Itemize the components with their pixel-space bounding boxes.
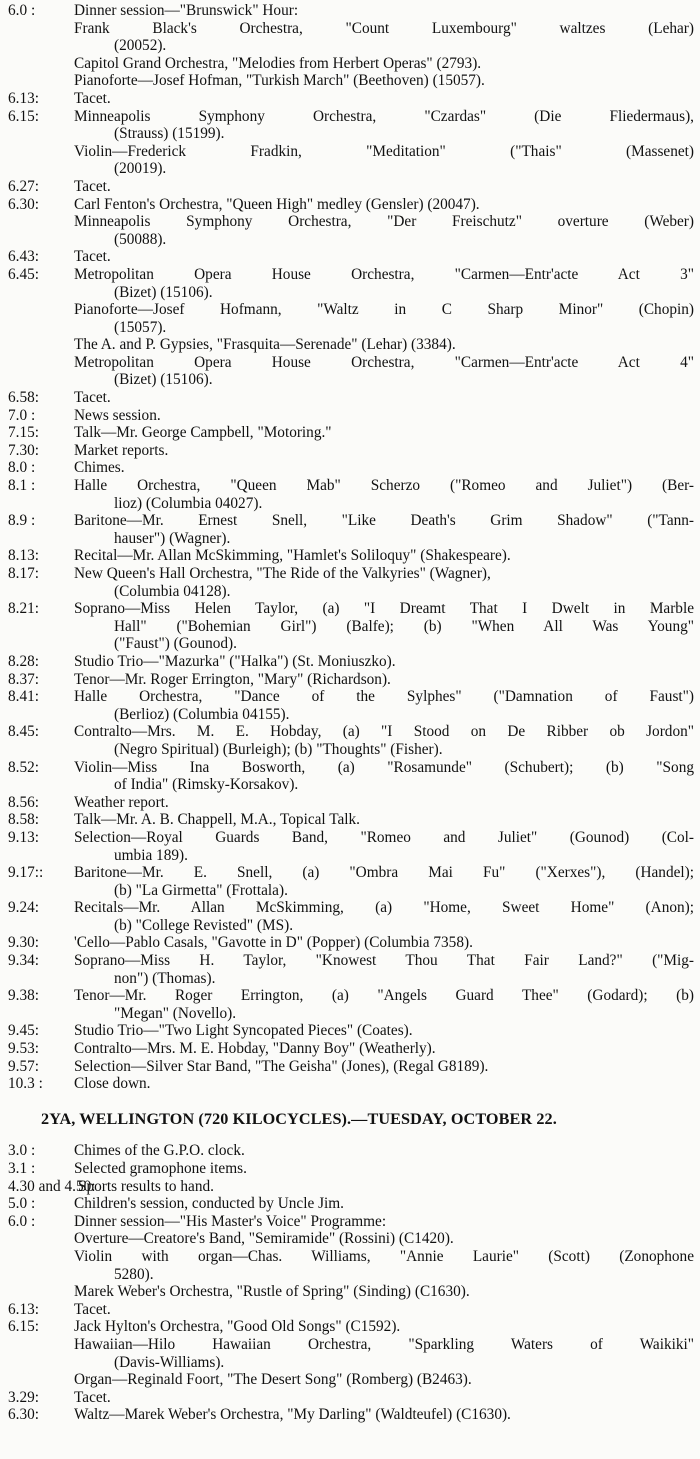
- entry-line: non") (Thomas).: [114, 969, 216, 987]
- entry-line: Tacet.: [74, 89, 111, 107]
- entry-line: Pianoforte—Josef Hofmann, "Waltz in C Sharp Minor" (Chopin): [74, 301, 694, 319]
- entry-line: New Queen's Hall Orchestra, "The Ride of the Valkyries" (Wagner),: [74, 565, 491, 582]
- entry-body: [74, 1389, 694, 1407]
- program-entry: [8, 442, 694, 460]
- entry-body: [74, 2, 694, 90]
- entry-body: [74, 266, 694, 389]
- program-entry: [8, 90, 694, 108]
- program-entry: [8, 759, 694, 794]
- entry-line: Selection—Royal Guards Band, "Romeo and Juliet" (Gounod) (Col-: [74, 828, 694, 846]
- entry-body: [74, 196, 694, 249]
- entry-line: Studio Trio—"Two Light Syncopated Pieces" (Coates).: [74, 1022, 413, 1040]
- entry-body: [74, 459, 694, 477]
- program-entry: [8, 952, 694, 987]
- entry-line: Chimes.: [74, 459, 125, 477]
- entry-body: [74, 1406, 694, 1424]
- program-entry: [8, 477, 694, 512]
- program-entry: [8, 512, 694, 547]
- entry-body: [74, 1075, 694, 1093]
- entry-body: [74, 442, 694, 460]
- entry-time: 10.3 :: [8, 1075, 43, 1093]
- entry-line: (Berlioz) (Columbia 04155).: [114, 705, 290, 723]
- entry-time: 8.58:: [8, 811, 40, 829]
- program-entry: [8, 1022, 694, 1040]
- entry-line: Overture—Creatore's Band, "Semiramide" (Rossini) (C1420).: [74, 1230, 454, 1248]
- entry-time: 6.15:: [8, 107, 40, 125]
- entry-line: Soprano—Miss H. Taylor, "Knowest Thou That Fair Land?" ("Mig-: [74, 952, 694, 970]
- program-entry: [8, 1058, 694, 1076]
- entry-line: Capitol Grand Orchestra, "Melodies from Herbert Operas" (2793).: [74, 54, 482, 72]
- entry-time: 8.56:: [8, 793, 40, 811]
- entry-line: Carl Fenton's Orchestra, "Queen High" medley (Gensler) (20047).: [74, 195, 480, 213]
- entry-body: [74, 899, 694, 934]
- program-entry: [8, 987, 694, 1022]
- program-entry: [8, 1040, 694, 1058]
- entry-time: 6.0 :: [8, 2, 36, 19]
- entry-line: Frank Black's Orchestra, "Count Luxembourg" waltzes (Lehar): [74, 19, 694, 37]
- entry-line: Baritone—Mr. Ernest Snell, "Like Death's Grim Shadow" ("Tann-: [74, 512, 694, 530]
- entry-time: 6.0 :: [8, 1212, 36, 1230]
- entry-body: [74, 987, 694, 1022]
- entry-line: (20019).: [114, 160, 167, 178]
- entry-body: [74, 1160, 694, 1178]
- entry-body: [74, 1142, 694, 1160]
- entry-line: Baritone—Mr. E. Snell, (a) "Ombra Mai Fu" ("Xerxes"), (Handel);: [74, 864, 694, 882]
- program-entry: [8, 1142, 694, 1160]
- entry-line: ("Faust") (Gounod).: [114, 635, 237, 653]
- entry-body: [74, 934, 694, 952]
- entry-time: 9.13:: [8, 828, 40, 846]
- program-entry: [8, 248, 694, 266]
- program-entry: [8, 459, 694, 477]
- entry-time: 7.15:: [8, 424, 40, 442]
- entry-line: Chimes of the G.P.O. clock.: [74, 1142, 245, 1160]
- entry-time: 9.34:: [8, 952, 40, 970]
- entry-line: (Bizet) (15106).: [114, 283, 213, 301]
- entry-time: 8.41:: [8, 688, 40, 706]
- entry-time: 8.1 :: [8, 477, 36, 495]
- entry-line: Sports results to hand.: [78, 1177, 214, 1195]
- entry-line: Weather report.: [74, 793, 169, 811]
- entry-line: Tenor—Mr. Roger Errington, "Mary" (Richardson).: [74, 670, 391, 688]
- entry-line: Tacet.: [74, 248, 111, 266]
- program-entry: [8, 934, 694, 952]
- program-entry: [8, 864, 694, 899]
- program-entry: [8, 389, 694, 407]
- entry-line: (20052).: [114, 37, 167, 55]
- program-entry: [8, 424, 694, 442]
- entry-time: 8.45:: [8, 723, 40, 741]
- program-entry: [8, 407, 694, 425]
- entry-time: 7.0 :: [8, 406, 36, 424]
- entry-line: (b) "La Girmetta" (Frottala).: [114, 881, 288, 899]
- entry-body: [74, 407, 694, 425]
- program-entry: [8, 794, 694, 812]
- entry-body: [74, 424, 694, 442]
- program-entry: [8, 196, 694, 249]
- entry-line: (50088).: [114, 230, 167, 248]
- program-entry: [8, 2, 694, 90]
- entry-time: 9.24:: [8, 899, 40, 917]
- entry-line: Halle Orchestra, "Queen Mab" Scherzo ("Romeo and Juliet") (Ber-: [74, 477, 694, 495]
- entry-body: [74, 1022, 694, 1040]
- program-entry: [8, 1301, 694, 1319]
- entry-time: 8.13:: [8, 547, 40, 565]
- entry-body: [74, 600, 694, 653]
- entry-body: [74, 864, 694, 899]
- entry-line: Halle Orchestra, "Dance of the Sylphes" ("Damnation of Faust"): [74, 688, 694, 706]
- entry-time: 3.29:: [8, 1388, 40, 1406]
- entry-line: Hawaiian—Hilo Hawaiian Orchestra, "Sparkling Waters of Waikiki": [74, 1335, 694, 1353]
- entry-body: [74, 1195, 694, 1213]
- entry-line: (Bizet) (15106).: [114, 371, 213, 389]
- entry-line: Selection—Silver Star Band, "The Geisha" (Jones), (Regal G8189).: [74, 1057, 489, 1075]
- entry-line: Minneapolis Symphony Orchestra, "Der Freischutz" overture (Weber): [74, 213, 694, 231]
- entry-time: 9.45:: [8, 1022, 40, 1040]
- program-entry: [8, 723, 694, 758]
- program-entry: [8, 547, 694, 565]
- entry-line: (15057).: [114, 318, 167, 336]
- entry-time: 6.13:: [8, 89, 40, 107]
- entry-line: (Strauss) (15199).: [114, 125, 225, 143]
- program-entry: [8, 829, 694, 864]
- program-entry: [8, 1213, 694, 1301]
- entry-line: Studio Trio—"Mazurka" ("Halka") (St. Moniuszko).: [74, 652, 396, 670]
- entry-line: Children's session, conducted by Uncle Jim.: [74, 1195, 344, 1213]
- entry-line: Hall" ("Bohemian Girl") (Balfe); (b) "When All Was Young": [114, 617, 694, 635]
- entry-line: Close down.: [74, 1075, 151, 1093]
- entry-time: 8.9 :: [8, 512, 36, 530]
- entry-body: [8, 1178, 694, 1196]
- schedule-block-2: [8, 1142, 694, 1424]
- entry-line: Metropolitan Opera House Orchestra, "Carmen—Entr'acte Act 3": [74, 265, 694, 283]
- entry-line: Contralto—Mrs. M. E. Hobday, "Danny Boy" (Weatherly).: [74, 1040, 436, 1058]
- entry-time: 8.0 :: [8, 459, 36, 477]
- entry-line: Violin—Frederick Fradkin, "Meditation" ("Thais" (Massenet): [74, 142, 694, 160]
- entry-time: 9.30:: [8, 934, 40, 952]
- entry-line: Pianoforte—Josef Hofman, "Turkish March" (Beethoven) (15057).: [74, 72, 485, 90]
- entry-time: 8.52:: [8, 758, 40, 776]
- entry-body: [74, 671, 694, 689]
- entry-line: (Columbia 04128).: [114, 582, 231, 600]
- entry-line: Tacet.: [74, 389, 111, 407]
- entry-line: News session.: [74, 406, 161, 424]
- entry-line: (b) "College Revisted" (MS).: [114, 916, 294, 934]
- entry-body: [74, 794, 694, 812]
- entry-time: 6.45:: [8, 265, 40, 283]
- entry-body: [74, 565, 694, 600]
- program-entry: [8, 671, 694, 689]
- entry-body: [74, 723, 694, 758]
- program-entry: [8, 565, 694, 600]
- entry-line: Tacet.: [74, 1388, 111, 1406]
- entry-body: [74, 477, 694, 512]
- entry-line: Soprano—Miss Helen Taylor, (a) "I Dreamt That I Dwelt in Marble: [74, 600, 694, 618]
- entry-line: Tenor—Mr. Roger Errington, (a) "Angels Guard Thee" (Godard); (b): [74, 987, 694, 1005]
- entry-time: 3.0 :: [8, 1142, 36, 1160]
- entry-body: [74, 1040, 694, 1058]
- program-entry: [8, 1406, 694, 1424]
- program-entry: [8, 1160, 694, 1178]
- entry-time: 6.30:: [8, 1406, 40, 1424]
- program-entry: [8, 1075, 694, 1093]
- entry-line: (Negro Spiritual) (Burleigh); (b) "Thoughts" (Fisher).: [114, 740, 443, 758]
- entry-line: "Megan" (Novello).: [114, 1004, 237, 1022]
- entry-line: Market reports.: [74, 441, 169, 459]
- entry-line: Violin—Miss Ina Bosworth, (a) "Rosamunde" (Schubert); (b) "Song: [74, 758, 694, 776]
- entry-body: [74, 248, 694, 266]
- entry-body: [74, 547, 694, 565]
- entry-body: [74, 829, 694, 864]
- entry-time: 9.17::: [8, 864, 44, 882]
- entry-line: 5280).: [114, 1265, 154, 1283]
- entry-line: Jack Hylton's Orchestra, "Good Old Songs" (C1592).: [74, 1318, 401, 1336]
- entry-time: 8.37:: [8, 670, 40, 688]
- entry-body: [74, 688, 694, 723]
- program-entry: [8, 266, 694, 389]
- program-entry: [8, 1318, 694, 1388]
- entry-time: 6.58:: [8, 389, 40, 407]
- entry-time: 9.53:: [8, 1040, 40, 1058]
- program-entry: [8, 600, 694, 653]
- entry-time: 6.27:: [8, 177, 40, 195]
- entry-time: 6.15:: [8, 1318, 40, 1336]
- entry-line: Minneapolis Symphony Orchestra, "Czardas" (Die Fliedermaus),: [74, 107, 694, 125]
- program-entry: [8, 1178, 694, 1196]
- entry-line: Tacet.: [74, 177, 111, 195]
- entry-line: umbia 189).: [114, 846, 188, 864]
- entry-time: 7.30:: [8, 441, 40, 459]
- program-entry: [8, 1195, 694, 1213]
- entry-line: of India" (Rimsky-Korsakov).: [114, 776, 299, 794]
- entry-time: 9.38:: [8, 987, 40, 1005]
- entry-line: lioz) (Columbia 04027).: [114, 494, 263, 512]
- entry-line: Talk—Mr. A. B. Chappell, M.A., Topical Talk.: [74, 811, 360, 829]
- entry-body: [74, 1058, 694, 1076]
- program-entry: [8, 653, 694, 671]
- entry-line: The A. and P. Gypsies, "Frasquita—Serenade" (Lehar) (3384).: [74, 336, 456, 354]
- entry-body: [74, 811, 694, 829]
- entry-body: [74, 178, 694, 196]
- entry-time: 6.43:: [8, 248, 40, 266]
- entry-body: [74, 1318, 694, 1388]
- entry-time: 6.13:: [8, 1300, 40, 1318]
- program-entry: [8, 178, 694, 196]
- entry-time: 4.30 and 4.50:: [8, 1177, 96, 1195]
- entry-line: Talk—Mr. George Campbell, "Motoring.": [74, 424, 332, 442]
- entry-body: [74, 512, 694, 547]
- program-entry: [8, 688, 694, 723]
- entry-line: Marek Weber's Orchestra, "Rustle of Spring" (Sinding) (C1630).: [74, 1283, 470, 1301]
- program-entry: [8, 811, 694, 829]
- entry-line: Violin with organ—Chas. Williams, "Annie Laurie" (Scott) (Zonophone: [74, 1247, 694, 1265]
- entry-body: [74, 952, 694, 987]
- entry-line: Recital—Mr. Allan McSkimming, "Hamlet's Soliloquy" (Shakespeare).: [74, 547, 511, 565]
- entry-line: Recitals—Mr. Allan McSkimming, (a) "Home, Sweet Home" (Anon);: [74, 899, 694, 917]
- entry-line: 'Cello—Pablo Casals, "Gavotte in D" (Popper) (Columbia 7358).: [74, 934, 473, 952]
- program-entry: [8, 1389, 694, 1407]
- entry-time: 8.17:: [8, 565, 40, 582]
- entry-time: 8.28:: [8, 652, 40, 670]
- entry-body: [74, 108, 694, 178]
- entry-line: hauser") (Wagner).: [114, 529, 231, 547]
- entry-body: [74, 90, 694, 108]
- entry-line: Tacet.: [74, 1300, 111, 1318]
- entry-line: Waltz—Marek Weber's Orchestra, "My Darling" (Waldteufel) (C1630).: [74, 1406, 511, 1424]
- entry-body: [74, 653, 694, 671]
- entry-time: 3.1 :: [8, 1160, 36, 1177]
- entry-body: [74, 1301, 694, 1319]
- entry-time: 5.0 :: [8, 1195, 36, 1213]
- entry-line: Selected gramophone items.: [74, 1160, 247, 1177]
- entry-body: [74, 759, 694, 794]
- schedule-block-1: [8, 2, 694, 1093]
- program-entry: [8, 108, 694, 178]
- entry-body: [74, 389, 694, 407]
- entry-line: Metropolitan Opera House Orchestra, "Carmen—Entr'acte Act 4": [74, 353, 694, 371]
- entry-time: 6.30:: [8, 195, 40, 213]
- entry-line: Contralto—Mrs. M. E. Hobday, (a) "I Stood on De Ribber ob Jordon": [74, 723, 694, 741]
- entry-line: Organ—Reginald Foort, "The Desert Song" (Romberg) (B2463).: [74, 1371, 472, 1389]
- entry-time: 8.21:: [8, 600, 40, 618]
- entry-time: 9.57:: [8, 1057, 40, 1075]
- entry-line: Dinner session—"His Master's Voice" Programme:: [74, 1212, 387, 1230]
- entry-line: (Davis-Williams).: [114, 1353, 225, 1371]
- entry-line: Dinner session—"Brunswick" Hour:: [74, 2, 299, 19]
- program-entry: [8, 899, 694, 934]
- entry-body: [74, 1213, 694, 1301]
- section-heading: 2YA, WELLINGTON (720 KILOCYCLES).—TUESDAY, OCTOBER 22.: [41, 1109, 557, 1128]
